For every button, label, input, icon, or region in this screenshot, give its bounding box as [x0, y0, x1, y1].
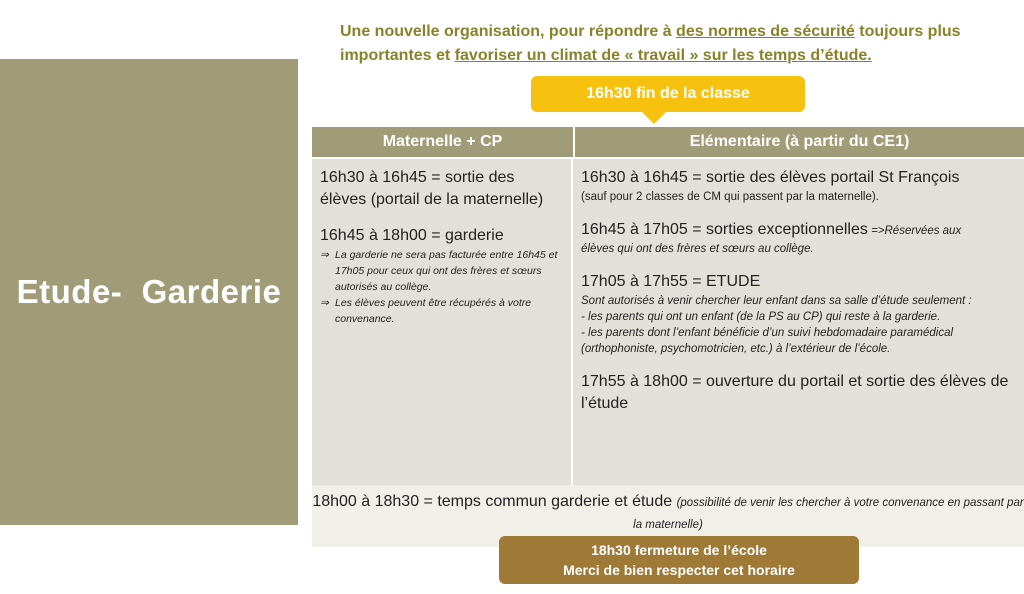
elementaire-item-1: 16h30 à 16h45 = sortie des élèves portail St François	[581, 169, 960, 186]
elementaire-item-3: 17h05 à 17h55 = ETUDE	[581, 273, 761, 290]
closing-line-1: 18h30 fermeture de l’école	[591, 542, 767, 558]
list-item	[320, 295, 563, 327]
elementaire-item-3-line-2: - les parents qui ont un enfant (de la PS au CP) qui reste à la garderie.	[581, 311, 941, 323]
maternelle-column	[312, 159, 573, 486]
elementaire-item-2-note-a: =>Réservées aux	[867, 225, 962, 237]
elementaire-item-3-line-3: - les parents dont l’enfant bénéficie d’un suivi hebdomadaire paramédical (orthophoniste, psychomotricien, etc.) à l’extérieur de l’école.	[581, 327, 954, 355]
page-title: Etude- Garderie	[16, 273, 282, 310]
down-arrow-icon	[642, 112, 666, 124]
maternelle-item-2: 16h45 à 18h00 = garderie	[320, 227, 504, 244]
closing-line-2: Merci de bien respecter cet horaire	[563, 562, 795, 578]
intro-link2: favoriser un climat de « travail » sur les temps d’étude.	[454, 47, 872, 64]
intro-part2: toujours plus importantes et	[340, 23, 961, 64]
elementaire-item-3-line-1: Sont autorisés à venir chercher leur enfant dans sa salle d’étude seulement :	[581, 295, 972, 307]
schedule-table	[312, 127, 1024, 486]
elementaire-column	[573, 159, 1024, 486]
list-item	[320, 247, 563, 295]
closing-badge	[499, 536, 859, 584]
maternelle-item-1: 16h30 à 16h45 = sortie des élèves (portail de la maternelle)	[320, 169, 544, 208]
intro-part1: Une nouvelle organisation, pour répondre à	[340, 23, 677, 40]
elementaire-item-2-note-b: élèves qui ont des frères et sœurs au collège.	[581, 243, 814, 255]
arrow-right-icon: ⇒	[320, 297, 329, 309]
table-header	[312, 127, 1024, 157]
header-elementaire: Elémentaire (à partir du CE1)	[689, 133, 910, 150]
elementaire-item-2	[581, 219, 1016, 241]
intro-text	[340, 20, 1010, 68]
arrow-right-icon: ⇒	[320, 249, 329, 261]
intro-link1: des normes de sécurité	[676, 23, 855, 40]
top-badge	[531, 76, 805, 112]
common-time-note: (possibilité de venir les chercher à votre convenance en passant par la maternelle)	[633, 497, 1024, 531]
bullet-text-1: La garderie ne sera pas facturée entre 16h45 et 17h05 pour ceux qui ont des frères et sœurs autorisés au collège.	[335, 249, 558, 293]
bullet-text-2: Les élèves peuvent être récupérés à votre convenance.	[335, 297, 532, 325]
top-badge-label: 16h30 fin de la classe	[586, 85, 750, 102]
left-title-panel	[0, 59, 298, 525]
table-body	[312, 159, 1024, 486]
header-maternelle: Maternelle + CP	[312, 127, 575, 157]
elementaire-note-1: (sauf pour 2 classes de CM qui passent par la maternelle).	[581, 191, 879, 203]
elementaire-item-2-title: 16h45 à 17h05 = sorties exceptionnelles	[581, 221, 868, 238]
common-time-main: 18h00 à 18h30 = temps commun garderie et étude	[312, 493, 677, 510]
elementaire-item-4: 17h55 à 18h00 = ouverture du portail et sortie des élèves de l’étude	[581, 373, 1009, 412]
